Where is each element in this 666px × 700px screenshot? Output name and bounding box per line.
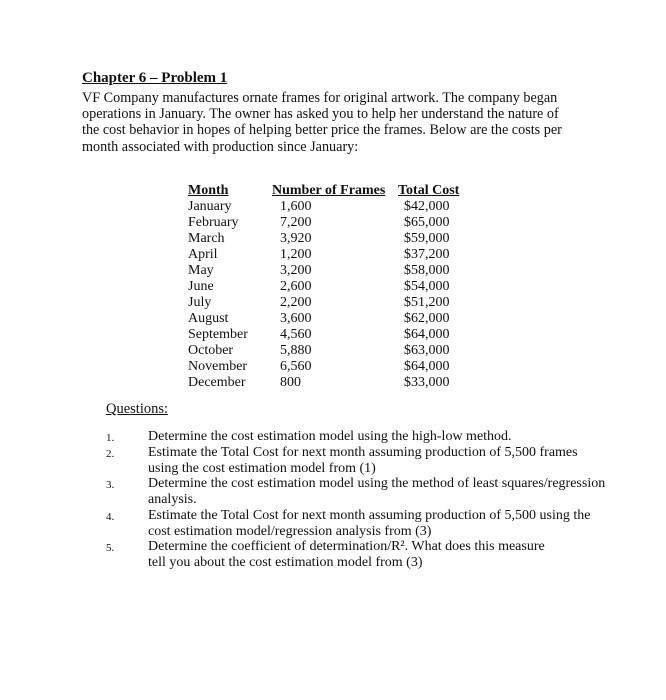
- header-month: Month: [188, 183, 229, 198]
- table-header-row: [188, 183, 462, 199]
- cell-cost: $42,000: [404, 199, 450, 214]
- cell-cost: $62,000: [404, 311, 450, 326]
- question-number: 1.: [106, 432, 115, 444]
- document-title: Chapter 6 – Problem 1: [82, 70, 228, 86]
- intro-paragraph: [82, 90, 582, 155]
- cell-cost: $64,000: [404, 359, 450, 374]
- cell-month: August: [188, 311, 229, 326]
- question-text: [148, 508, 590, 540]
- intro-line: VF Company manufactures ornate frames for original artwork. The company began: [82, 90, 558, 106]
- table-row: [188, 199, 462, 215]
- table-row: [188, 375, 462, 391]
- table-row: [188, 231, 462, 247]
- cell-frames: 2,600: [280, 279, 312, 294]
- cell-cost: $51,200: [404, 295, 450, 310]
- question-line: cost estimation model/regression analysis from (3): [148, 524, 432, 539]
- cell-frames: 5,880: [280, 343, 312, 358]
- questions-heading: Questions:: [106, 401, 169, 417]
- cell-frames: 3,600: [280, 311, 312, 326]
- cell-cost: $65,000: [404, 215, 450, 230]
- cell-frames: 2,200: [280, 295, 312, 310]
- header-frames: Number of Frames: [272, 183, 386, 198]
- question-line: analysis.: [148, 492, 197, 507]
- question-line: using the cost estimation model from (1): [148, 461, 376, 476]
- table-row: [188, 263, 462, 279]
- cell-frames: 4,560: [280, 327, 312, 342]
- cell-frames: 3,200: [280, 263, 312, 278]
- cell-frames: 3,920: [280, 231, 312, 246]
- question-line: tell you about the cost estimation model from (3): [148, 555, 423, 570]
- cost-data-table: [188, 183, 462, 391]
- header-total-cost: Total Cost: [398, 183, 460, 198]
- cell-frames: 800: [280, 375, 301, 390]
- cell-month: October: [188, 343, 234, 358]
- cell-month: February: [188, 215, 239, 230]
- question-line: Determine the cost estimation model using the method of least squares/regression: [148, 476, 606, 491]
- table-row: [188, 247, 462, 263]
- cell-month: July: [188, 295, 212, 310]
- cell-month: December: [188, 375, 246, 390]
- question-line: Determine the cost estimation model using the high-low method.: [148, 429, 512, 444]
- table-row: [188, 295, 462, 311]
- cell-cost: $64,000: [404, 327, 450, 342]
- intro-line: month associated with production since January:: [82, 138, 359, 155]
- cell-month: November: [188, 359, 248, 374]
- cell-cost: $37,200: [404, 247, 450, 262]
- question-line: Estimate the Total Cost for next month assuming production of 5,500 using the: [148, 508, 591, 523]
- intro-line: the cost behavior in hopes of helping better price the frames. Below are the costs per: [82, 122, 562, 139]
- cell-cost: $59,000: [404, 231, 450, 246]
- table-row: [188, 327, 462, 343]
- question-number: 5.: [106, 542, 115, 554]
- question-text: [148, 476, 605, 508]
- table-row: [188, 343, 462, 359]
- cell-frames: 1,600: [280, 199, 312, 214]
- cell-month: May: [188, 263, 214, 278]
- question-number: 4.: [106, 511, 115, 523]
- table-row: [188, 311, 462, 327]
- question-text: [148, 429, 512, 445]
- cell-month: March: [188, 231, 225, 246]
- question-line: Estimate the Total Cost for next month assuming production of 5,500 frames: [148, 445, 578, 460]
- table-row: [188, 359, 462, 375]
- cell-frames: 7,200: [280, 215, 312, 230]
- cell-cost: $58,000: [404, 263, 450, 278]
- cell-frames: 1,200: [280, 247, 312, 262]
- table-row: [188, 215, 462, 231]
- cell-month: April: [188, 247, 218, 262]
- cell-month: January: [188, 199, 232, 214]
- question-text: [148, 539, 545, 571]
- intro-line: operations in January. The owner has asked you to help her understand the nature of: [82, 106, 559, 123]
- cell-month: September: [188, 327, 248, 342]
- cell-frames: 6,560: [280, 359, 312, 374]
- cell-month: June: [188, 279, 214, 294]
- cell-cost: $63,000: [404, 343, 450, 358]
- question-line: Determine the coefficient of determination/R². What does this measure: [148, 539, 545, 554]
- cell-cost: $54,000: [404, 279, 450, 294]
- question-number: 2.: [106, 448, 115, 460]
- question-text: [148, 445, 578, 477]
- table-row: [188, 279, 462, 295]
- question-number: 3.: [106, 479, 115, 491]
- cell-cost: $33,000: [404, 375, 450, 390]
